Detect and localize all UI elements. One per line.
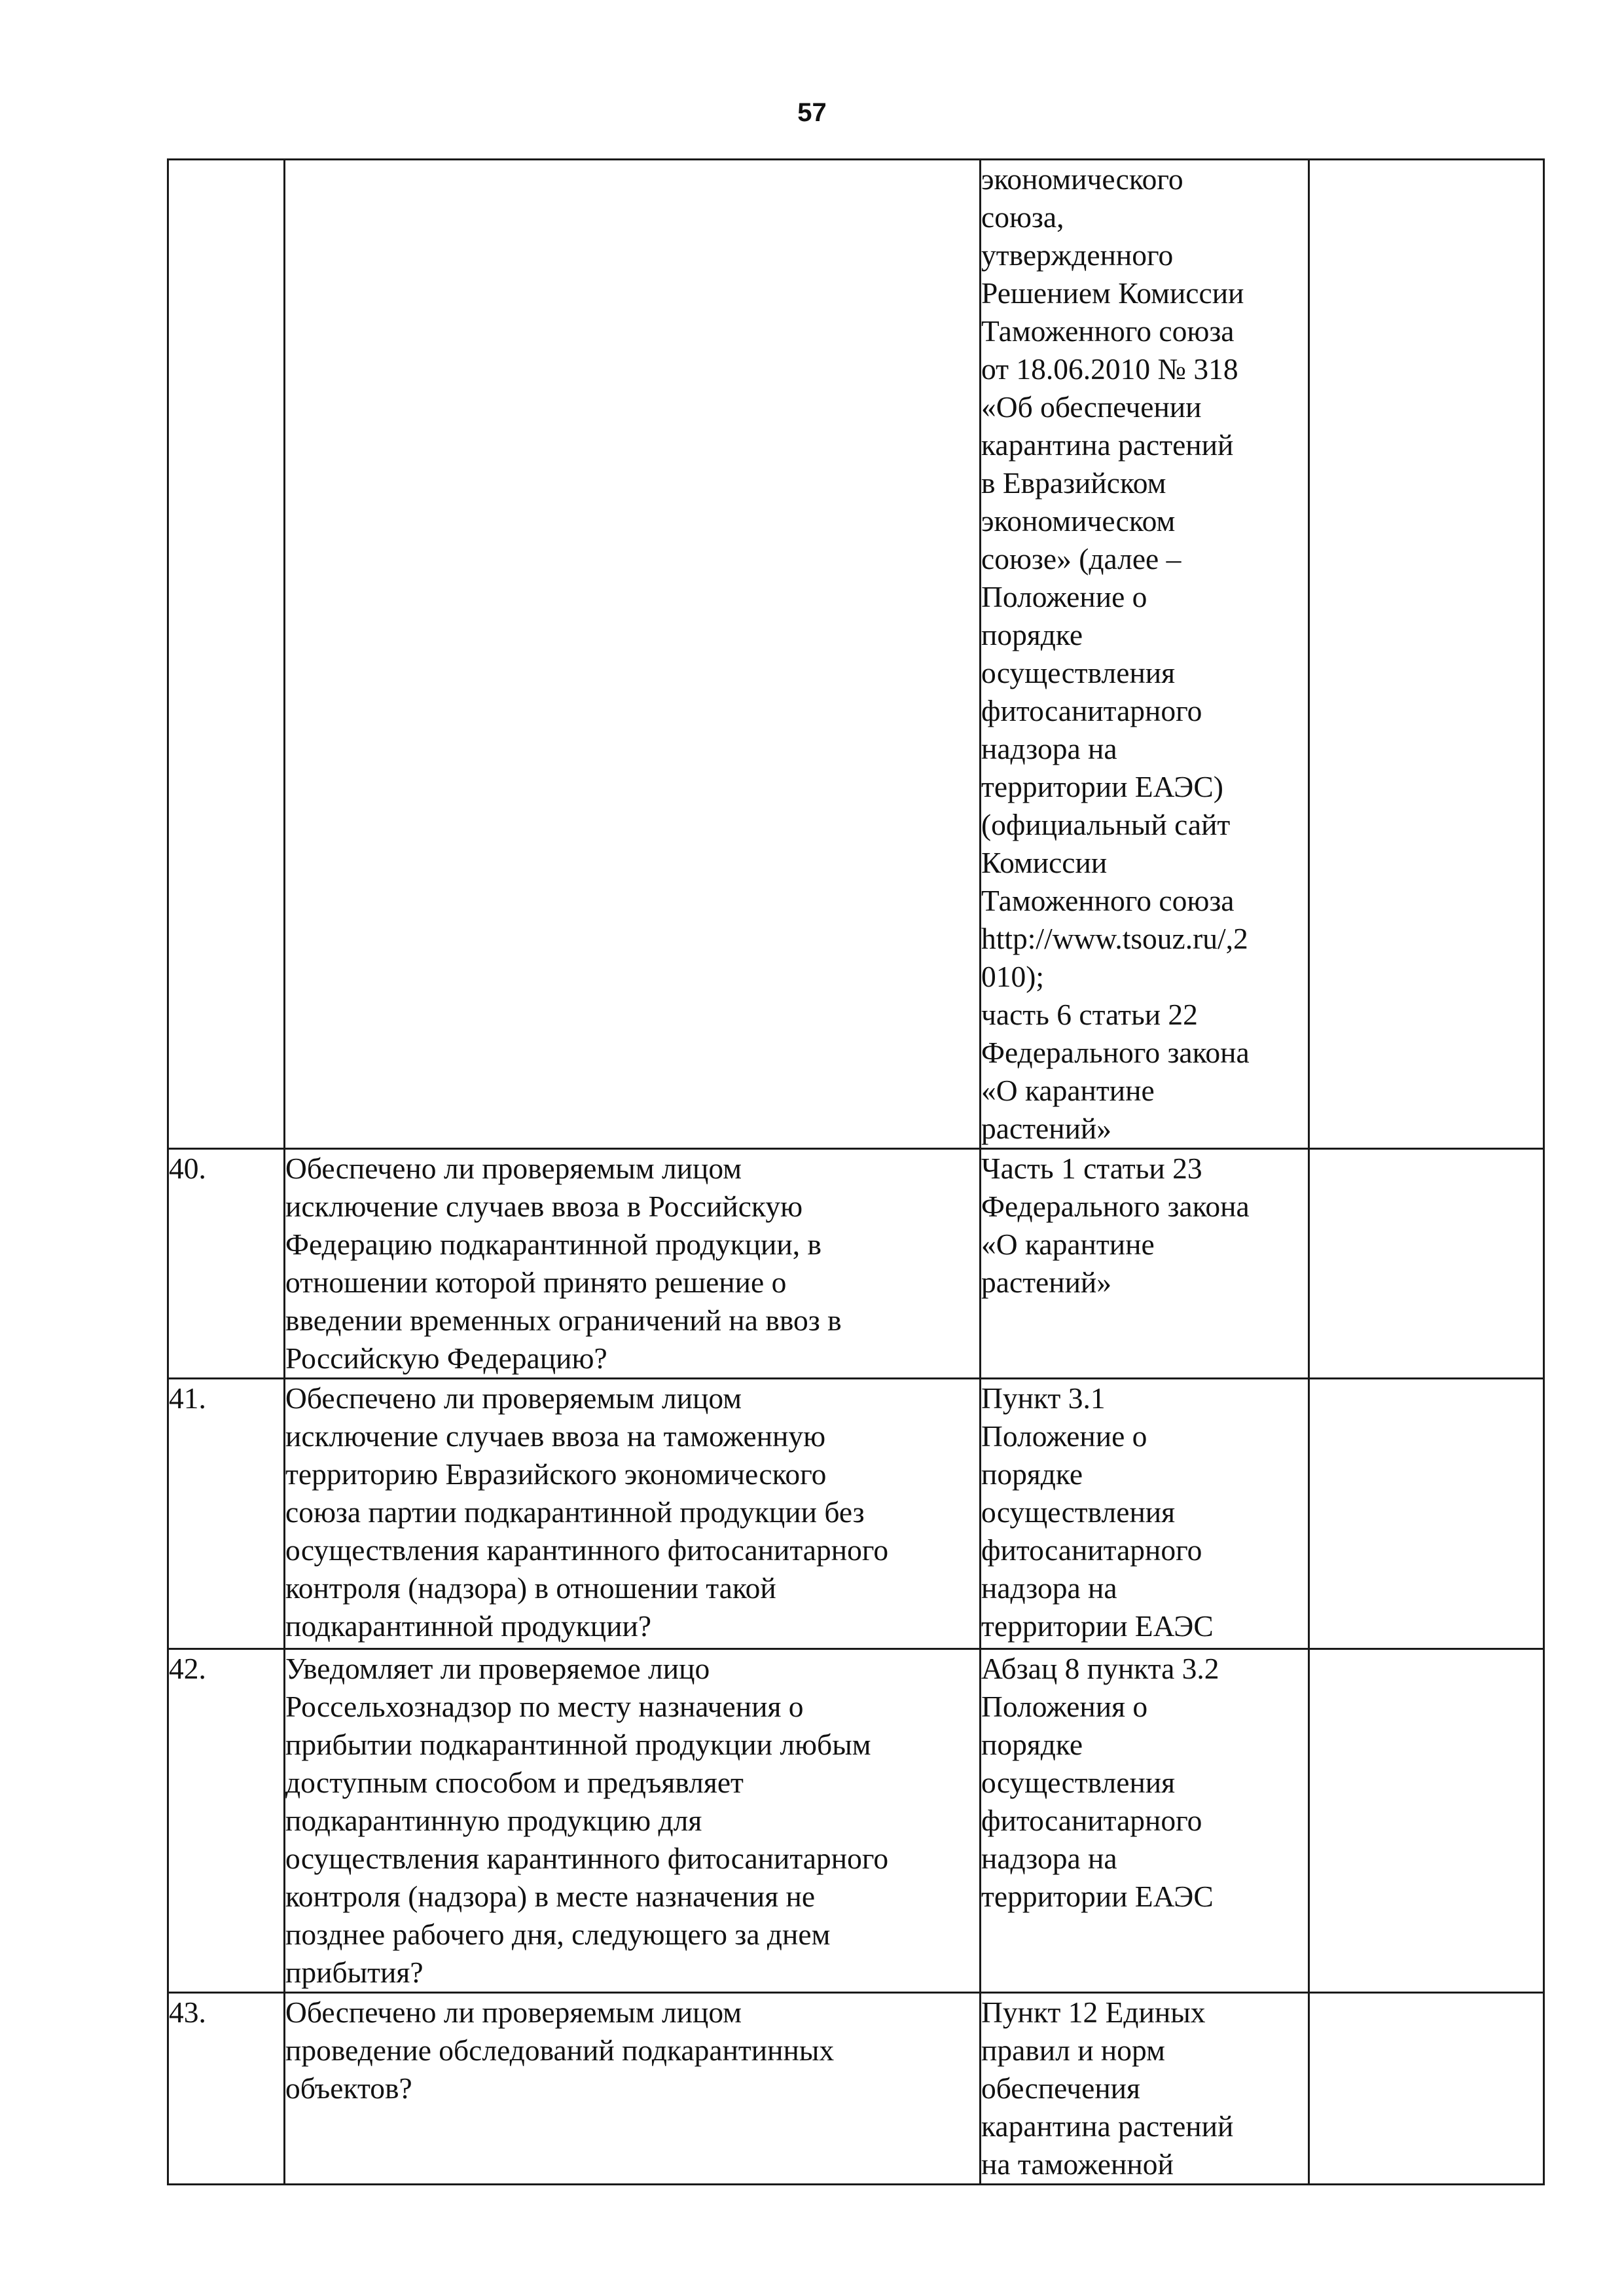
table-row [168,1993,1544,2185]
reference-line: (официальный сайт [981,808,1231,841]
question-line: Обеспечено ли проверяемым лицом [285,1995,742,2029]
table-row [168,1649,1544,1993]
reference-line: 010); [981,960,1045,993]
reference-line: «О карантине [981,1074,1155,1107]
question-line: Российскую Федерацию? [285,1341,607,1375]
answer-cell [1309,1149,1544,1379]
reference-line: Часть 1 статьи 23 [981,1152,1202,1185]
question-line: объектов? [285,2071,412,2105]
question-line: Обеспечено ли проверяемым лицом [285,1152,742,1185]
item-number: 43. [168,1993,285,2185]
table-row-continuation [168,160,1544,1149]
question-line: Федерацию подкарантинной продукции, в [285,1228,821,1261]
reference-line: от 18.06.2010 № 318 [981,352,1238,386]
question-line: осуществления карантинного фитосанитарного [285,1533,889,1567]
question-line: подкарантинной продукции? [285,1609,652,1643]
reference-line: Пункт 12 Единых [981,1995,1206,2029]
reference-cell [981,1149,1309,1379]
reference-line: фитосанитарного [981,1533,1202,1567]
reference-line: «Об обеспечении [981,390,1202,424]
question-line: союза партии подкарантинной продукции без [285,1495,865,1529]
reference-line: на таможенной [981,2147,1174,2181]
reference-line: Федерального закона [981,1190,1250,1223]
reference-line: осуществления [981,1495,1176,1529]
question-line: осуществления карантинного фитосанитарного [285,1842,889,1875]
reference-line: надзора на [981,732,1117,765]
answer-cell [1309,1379,1544,1649]
reference-line: Федерального закона [981,1036,1250,1069]
reference-line: фитосанитарного [981,694,1202,727]
table-row [168,1379,1544,1649]
answer-cell [1309,160,1544,1149]
question-line: отношении которой принято решение о [285,1266,787,1299]
reference-line: Положения о [981,1690,1148,1723]
reference-line: «О карантине [981,1228,1155,1261]
question-line: контроля (надзора) в месте назначения не [285,1880,816,1913]
question-line: прибытия? [285,1956,424,1989]
reference-line: экономическом [981,504,1176,538]
question-line: Россельхознадзор по месту назначения о [285,1690,804,1723]
reference-line: союза, [981,200,1064,234]
reference-cell [981,1379,1309,1649]
reference-line: Положение о [981,580,1147,613]
question-line: прибытии подкарантинной продукции любым [285,1728,871,1761]
question-cell [285,160,981,1149]
reference-cell [981,1993,1309,2185]
answer-cell [1309,1993,1544,2185]
question-line: доступным способом и предъявляет [285,1766,744,1799]
answer-cell [1309,1649,1544,1993]
reference-line: союзе» (далее – [981,542,1182,575]
question-line: территорию Евразийского экономического [285,1457,827,1491]
reference-line: Таможенного союза [981,314,1235,348]
reference-line: порядке [981,618,1083,651]
reference-line: фитосанитарного [981,1804,1202,1837]
reference-line: осуществления [981,656,1176,689]
reference-line: осуществления [981,1766,1176,1799]
reference-line: часть 6 статьи 22 [981,998,1198,1031]
item-number: 41. [168,1379,285,1649]
question-line: Уведомляет ли проверяемое лицо [285,1652,710,1685]
reference-line: обеспечения [981,2071,1140,2105]
question-line: Обеспечено ли проверяемым лицом [285,1381,742,1415]
reference-line: порядке [981,1457,1083,1491]
reference-cell [981,160,1309,1149]
item-number: 40. [168,1149,285,1379]
question-line: исключение случаев ввоза на таможенную [285,1419,826,1453]
question-line: контроля (надзора) в отношении такой [285,1571,776,1605]
reference-line: карантина растений [981,2109,1234,2143]
reference-line: Положение о [981,1419,1147,1453]
page-number: 57 [797,98,827,127]
reference-line: Пункт 3.1 [981,1381,1106,1415]
reference-line: территории ЕАЭС [981,1609,1214,1643]
reference-line: http://www.tsouz.ru/,2 [981,922,1248,955]
reference-line: надзора на [981,1842,1117,1875]
reference-line: в Евразийском [981,466,1166,500]
reference-line: растений» [981,1112,1112,1145]
question-line: введении временных ограничений на ввоз в [285,1303,842,1337]
checklist-table [167,158,1545,2185]
reference-line: Таможенного союза [981,884,1235,917]
reference-line: территории ЕАЭС [981,1880,1214,1913]
question-cell [285,1379,981,1649]
question-line: позднее рабочего дня, следующего за днем [285,1918,831,1951]
reference-line: территории ЕАЭС) [981,770,1223,803]
question-line: проведение обследований подкарантинных [285,2033,835,2067]
reference-line: Комиссии [981,846,1108,879]
question-line: исключение случаев ввоза в Российскую [285,1190,803,1223]
reference-line: экономического [981,162,1183,196]
question-cell [285,1149,981,1379]
reference-line: Абзац 8 пункта 3.2 [981,1652,1219,1685]
question-cell [285,1649,981,1993]
reference-line: надзора на [981,1571,1117,1605]
reference-line: утвержденного [981,238,1174,272]
question-cell [285,1993,981,2185]
number-cell [168,160,285,1149]
reference-line: порядке [981,1728,1083,1761]
table-row [168,1149,1544,1379]
reference-cell [981,1649,1309,1993]
question-line: подкарантинную продукцию для [285,1804,702,1837]
reference-line: правил и норм [981,2033,1165,2067]
item-number: 42. [168,1649,285,1993]
reference-line: растений» [981,1266,1112,1299]
reference-line: карантина растений [981,428,1234,462]
reference-line: Решением Комиссии [981,276,1244,310]
